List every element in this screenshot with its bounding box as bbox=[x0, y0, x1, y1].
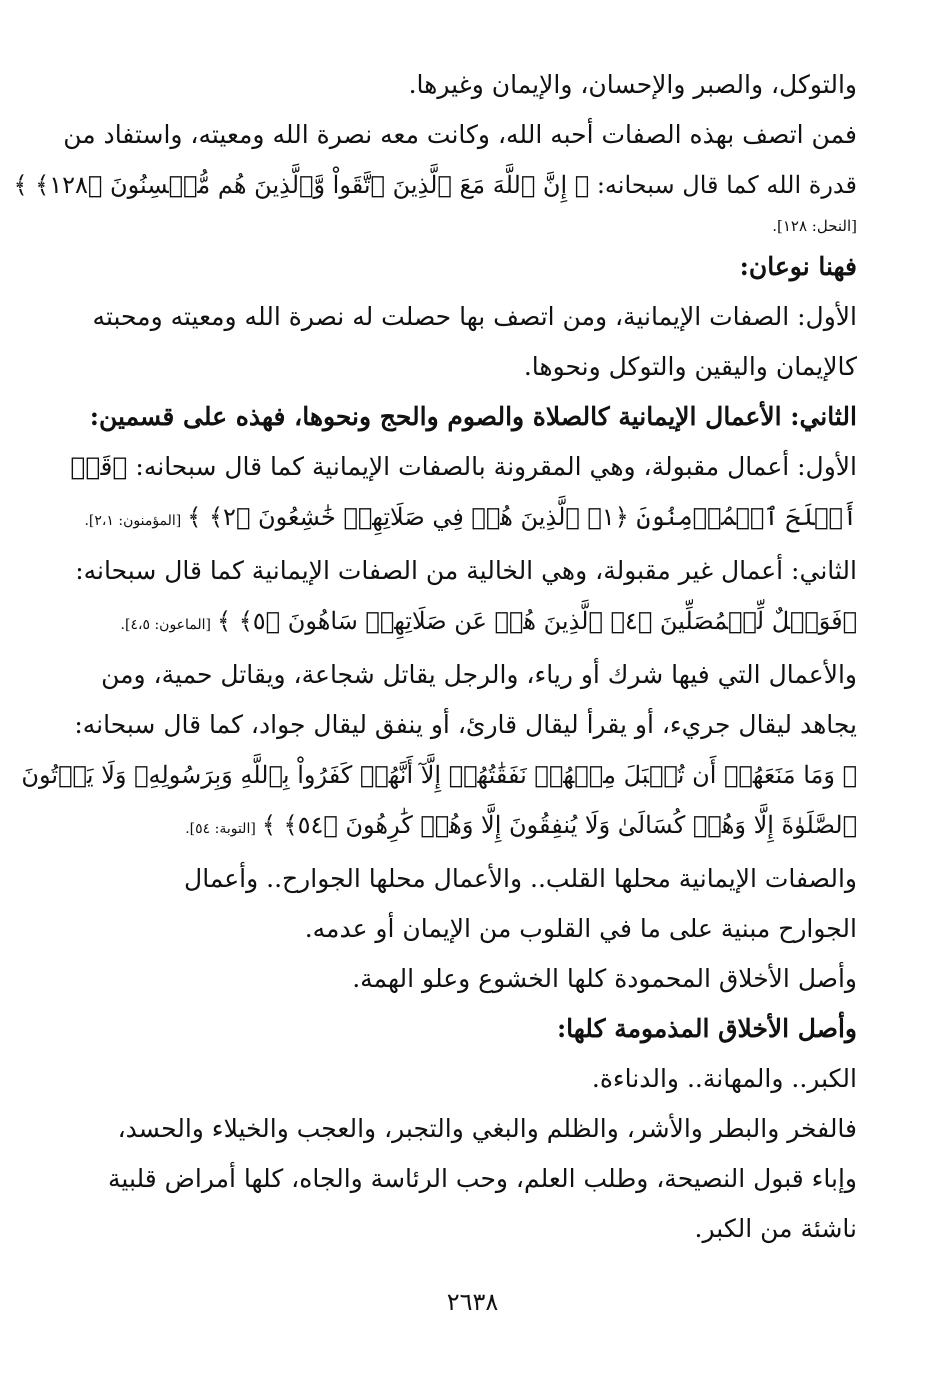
text-line: والتوكل، والصبر والإحسان، والإيمان وغيرها. bbox=[408, 70, 857, 99]
text-line: وإباء قبول النصيحة، وطلب العلم، وحب الرئاسة والجاه، كلها أمراض قلبية bbox=[108, 1164, 857, 1193]
quran-verse-text: أَفۡلَحَ ٱلۡمُؤۡمِنُونَ ﴿١﴾ ٱلَّذِينَ هُمۡ فِي صَلَاتِهِمۡ خَٰشِعُونَ ﴿٢﴾ ﴾ bbox=[187, 503, 857, 531]
section-heading: الثاني: الأعمال الإيمانية كالصلاة والصوم والحج ونحوها، فهذه على قسمين: bbox=[89, 402, 857, 431]
text-line: يجاهد ليقال جريء، أو يقرأ ليقال قارئ، أو ينفق ليقال جواد، كما قال سبحانه: bbox=[74, 710, 857, 739]
quran-verse-line: ﴿ وَمَا مَنَعَهُمۡ أَن تُقۡبَلَ مِنۡهُمۡ نَفَقَٰتُهُمۡ إِلَّآ أَنَّهُمۡ كَفَرُواْ بِٱللَّهِ وَبِرَسُولِهِۦ وَلَا يَأۡتُونَ bbox=[21, 761, 857, 789]
text-line: الثاني: أعمال غير مقبولة، وهي الخالية من الصفات الإيمانية كما قال سبحانه: bbox=[75, 556, 857, 585]
text-line: والأعمال التي فيها شرك أو رياء، والرجل يقاتل شجاعة، ويقاتل حمية، ومن bbox=[101, 660, 857, 689]
verse-reference: [النحل: ١٢٨]. bbox=[772, 217, 857, 235]
text-line: وأصل الأخلاق المحمودة كلها الخشوع وعلو الهمة. bbox=[352, 964, 857, 993]
page-number: ٢٦٣٨ bbox=[446, 1288, 499, 1316]
text-line: والصفات الإيمانية محلها القلب.. والأعمال محلها الجوارح.. وأعمال bbox=[184, 864, 857, 893]
text-line: فالفخر والبطر والأشر، والظلم والبغي والتجبر، والعجب والخيلاء والحسد، bbox=[117, 1114, 857, 1143]
section-heading: وأصل الأخلاق المذمومة كلها: bbox=[556, 1014, 857, 1043]
quran-verse-line bbox=[88, 596, 857, 650]
text-line: ناشئة من الكبر. bbox=[694, 1214, 857, 1243]
quran-verse-line: قدرة الله كما قال سبحانه: ﴿ إِنَّ ٱللَّهَ مَعَ ٱلَّذِينَ ٱتَّقَواْ وَّٱلَّذِينَ هُم مُّحۡسِنُونَ ﴿١٢٨﴾ ﴾ bbox=[13, 171, 857, 199]
text-line: الأول: الصفات الإيمانية، ومن اتصف بها حصلت له نصرة الله ومعيته ومحبته bbox=[92, 302, 857, 331]
quran-verse-line bbox=[88, 800, 857, 854]
verse-reference: [التوبة: ٥٤]. bbox=[185, 821, 256, 837]
section-heading: فهنا نوعان: bbox=[739, 252, 857, 281]
verse-reference: [الماعون: ٤،٥]. bbox=[120, 617, 212, 633]
verse-reference: [المؤمنون: ٢،١]. bbox=[84, 513, 182, 529]
quran-verse-line bbox=[84, 492, 857, 546]
text-line: كالإيمان واليقين والتوكل ونحوها. bbox=[523, 352, 857, 381]
quran-verse-text: ﴿فَوَيۡلٌ لِّلۡمُصَلِّينَ ﴿٤﴾ ٱلَّذِينَ هُمۡ عَن صَلَاتِهِمۡ سَاهُونَ ﴿٥﴾ ﴾ bbox=[217, 607, 857, 635]
text-line: الأول: أعمال مقبولة، وهي المقرونة بالصفات الإيمانية كما قال سبحانه: ﴿قَدۡ bbox=[70, 452, 857, 481]
quran-verse-text: ٱلصَّلَوٰةَ إِلَّا وَهُمۡ كُسَالَىٰ وَلَا يُنفِقُونَ إِلَّا وَهُمۡ كَٰرِهُونَ ﴿٥٤﴾ ﴾ bbox=[261, 811, 857, 839]
text-line: الكبر.. والمهانة.. والدناءة. bbox=[591, 1064, 857, 1093]
text-line: فمن اتصف بهذه الصفات أحبه الله، وكانت معه نصرة الله ومعيته، واستفاد من bbox=[63, 120, 857, 149]
text-line: الجوارح مبنية على ما في القلوب من الإيمان أو عدمه. bbox=[304, 914, 857, 943]
